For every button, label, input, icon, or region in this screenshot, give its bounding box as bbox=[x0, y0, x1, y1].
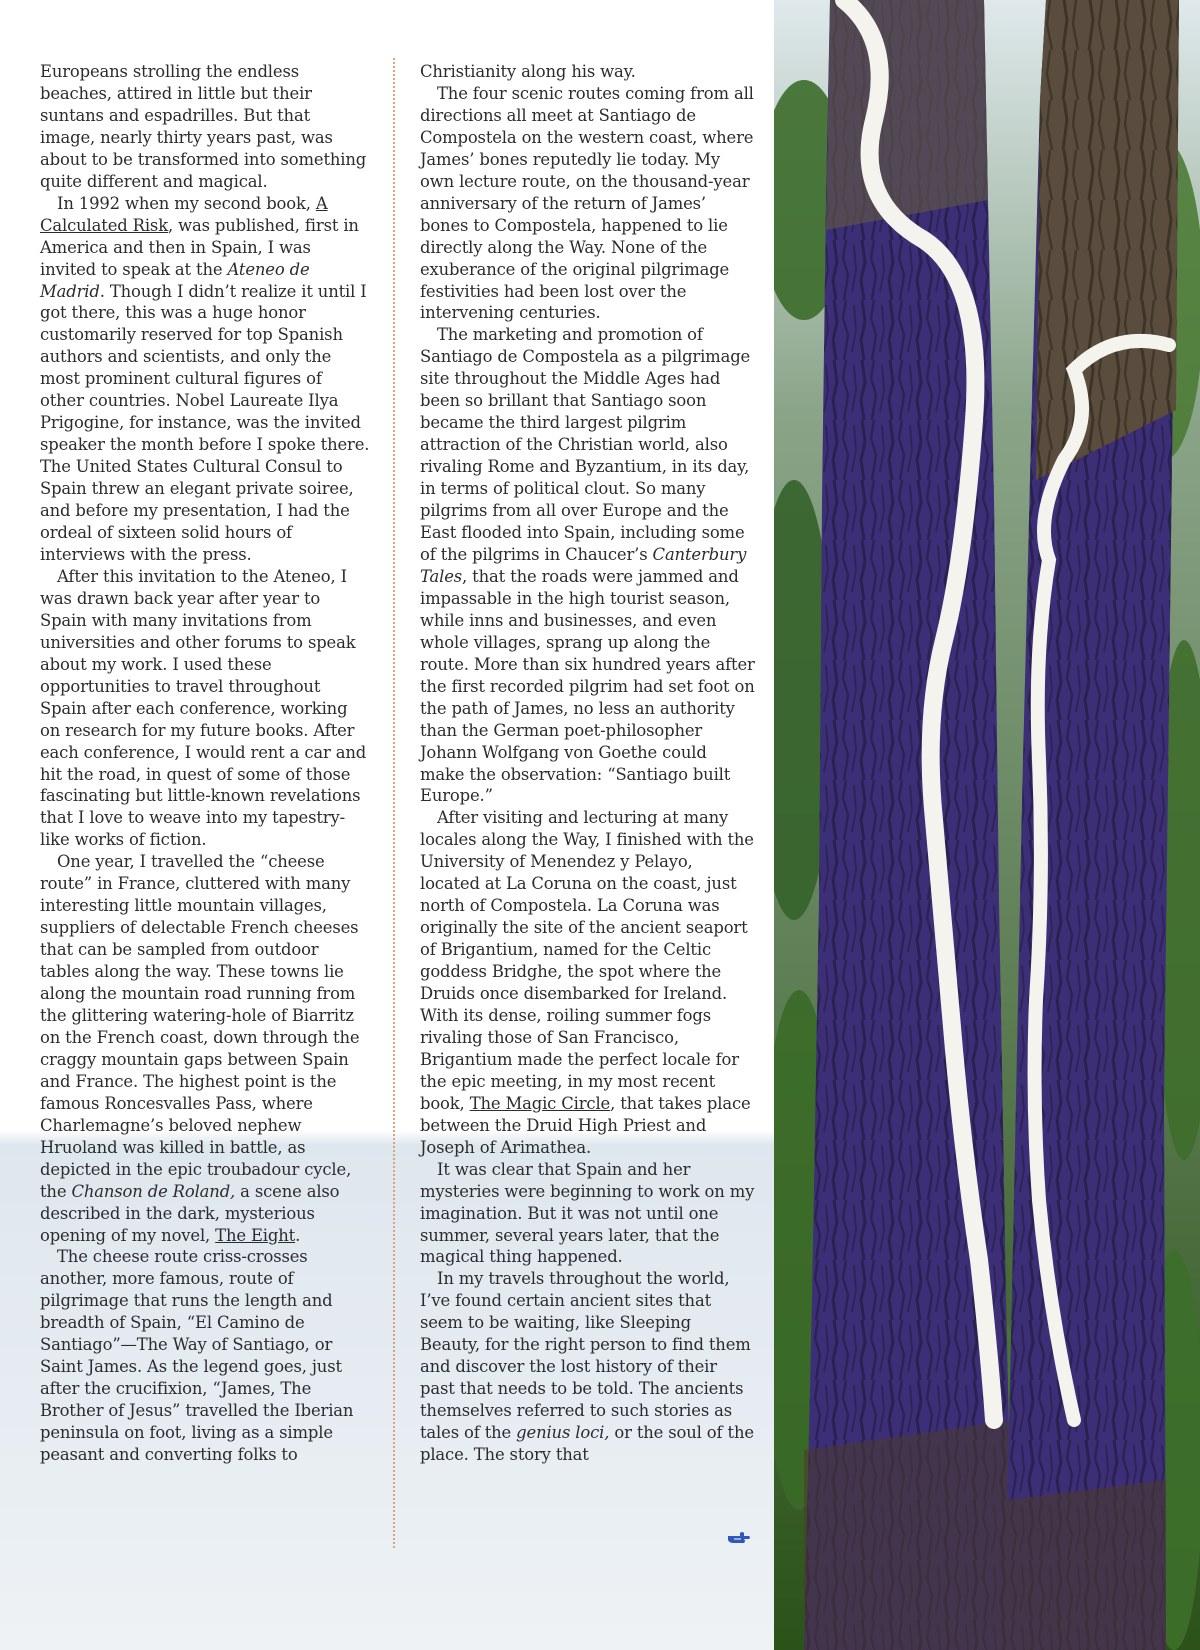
italic-text: Chanson de Roland, bbox=[71, 1181, 236, 1201]
text-run: In my travels throughout the world, I’ve found certain ancient sites that seem to be waiting, like Sleeping Beauty, for the right person to find them and discover the lost history of their past that needs to be told. The ancients themselves referred to such stories as tales of the bbox=[420, 1269, 751, 1443]
article-column-left bbox=[40, 61, 370, 1466]
text-run: , was published, first in America and then in Spain, I was invited to speak at the bbox=[40, 215, 359, 279]
paragraph bbox=[420, 1159, 755, 1269]
text-run: Christianity along his way. bbox=[420, 62, 636, 81]
pointing-hand-icon bbox=[726, 1530, 752, 1550]
text-run: Europeans strolling the endless beaches, attired in little but their suntans and espadrilles. But that image, nearly thirty years past, was about to be transformed into something quite different and magical. bbox=[40, 62, 367, 191]
underlined-title: The Magic Circle bbox=[469, 1093, 611, 1113]
text-run: , that the roads were jammed and impassable in the high tourist season, while inns and businesses, and even whole villages, sprang up along the route. More than six hundred years after the first recorded pilgrim had set foot on the path of James, no less an authority than the German poet-philosopher Johann Wolfgang von Goethe could make the observation: “Santiago built Europe.” bbox=[420, 566, 755, 806]
article-column-middle bbox=[420, 61, 755, 1466]
underlined-title: A Calculated Risk bbox=[40, 193, 328, 235]
column-divider bbox=[393, 58, 395, 1548]
paragraph bbox=[420, 324, 755, 807]
painted-trees-photo bbox=[774, 0, 1200, 1650]
text-run: a scene also described in the dark, mysterious opening of my novel, bbox=[40, 1181, 340, 1245]
italic-text: genius loci, bbox=[516, 1423, 610, 1443]
text-run: , that takes place between the Druid High Priest and Joseph of Arimathea. bbox=[420, 1093, 751, 1157]
paragraph bbox=[40, 1246, 370, 1466]
underlined-title: The Eight bbox=[215, 1225, 296, 1245]
paragraph bbox=[40, 851, 370, 1246]
text-run: . Though I didn’t realize it until I got there, this was a huge honor customarily reserved for top Spanish authors and scientists, and only the most prominent cultural figures of other countries. Nobel Laureate Ilya Prigogine, for instance, was the invited speaker the month before I spoke there. The United States Cultural Consul to Spain threw an elegant private soiree, and before my presentation, I had the ordeal of sixteen solid hours of interviews with the press. bbox=[40, 281, 370, 564]
text-run: The marketing and promotion of Santiago de Compostela as a pilgrimage site throughout the Middle Ages had been so brillant that Santiago soon became the third largest pilgrim attraction of the Christian world, also rivaling Rome and Byzantium, in its day, in terms of political clout. So many pilgrims from all over Europe and the East flooded into Spain, including some of the pilgrims in Chaucer’s bbox=[420, 325, 751, 564]
text-run: The cheese route criss-crosses another, more famous, route of pilgrimage that runs the length and breadth of Spain, “El Camino de Santiago”—The Way of Santiago, or Saint James. As the legend goes, just after the crucifixion, “James, The Brother of Jesus” travelled the Iberian peninsula on foot, living as a simple peasant and converting folks to bbox=[40, 1247, 354, 1465]
paragraph bbox=[40, 61, 370, 193]
italic-text: Ateneo de Madrid bbox=[40, 259, 310, 301]
paragraph bbox=[40, 566, 370, 851]
text-run: or the soul of the place. The story that bbox=[420, 1423, 754, 1465]
text-run: . bbox=[295, 1225, 301, 1245]
text-run: One year, I travelled the “cheese route” in France, cluttered with many interesting little mountain villages, suppliers of delectable French cheeses that can be sampled from outdoor tables along the way. These towns lie along the mountain road running from the glittering watering-hole of Biarritz on the French coast, down through the craggy mountain gaps between Spain and France. The highest point is the famous Roncesvalles Pass, where Charlemagne’s beloved nephew Hruoland was killed in battle, as depicted in the epic troubadour cycle, the bbox=[40, 852, 360, 1201]
text-run: After visiting and lecturing at many locales along the Way, I finished with the University of Menendez y Pelayo, located at La Coruna on the coast, just north of Compostela. La Coruna was originally the site of the ancient seaport of Brigantium, named for the Celtic goddess Bridghe, the spot where the Druids once disembarked for Ireland. With its dense, roiling summer fogs rivaling those of San Francisco, Brigantium made the perfect locale for the epic meeting, in my most recent book, bbox=[420, 808, 754, 1113]
paragraph bbox=[420, 61, 755, 83]
left-tree bbox=[804, 0, 1014, 1650]
italic-text: Canterbury Tales bbox=[420, 544, 747, 586]
paragraph bbox=[420, 807, 755, 1158]
paragraph bbox=[420, 83, 755, 324]
text-run: In 1992 when my second book, bbox=[57, 193, 316, 213]
text-run: It was clear that Spain and her mysteries were beginning to work on my imagination. But it was not until one summer, several years later, that the magical thing happened. bbox=[420, 1159, 755, 1267]
paragraph bbox=[420, 1268, 755, 1466]
paragraph bbox=[40, 193, 370, 566]
text-run: After this invitation to the Ateneo, I was drawn back year after year to Spain with many invitations from universities and other forums to speak about my work. I used these opportunities to travel throughout Spain after each conference, working on research for my future books. After each conference, I would rent a car and hit the road, in quest of some of those fascinating but little-known revelations that I love to weave into my tapestry-like works of fiction. bbox=[40, 566, 367, 850]
text-run: The four scenic routes coming from all directions all meet at Santiago de Compostela on the western coast, where James’ bones reputedly lie today. My own lecture route, on the thousand-year anniversary of the return of James’ bones to Compostela, happened to lie directly along the Way. None of the exuberance of the original pilgrimage festivities had been lost over the intervening centuries. bbox=[420, 83, 754, 323]
